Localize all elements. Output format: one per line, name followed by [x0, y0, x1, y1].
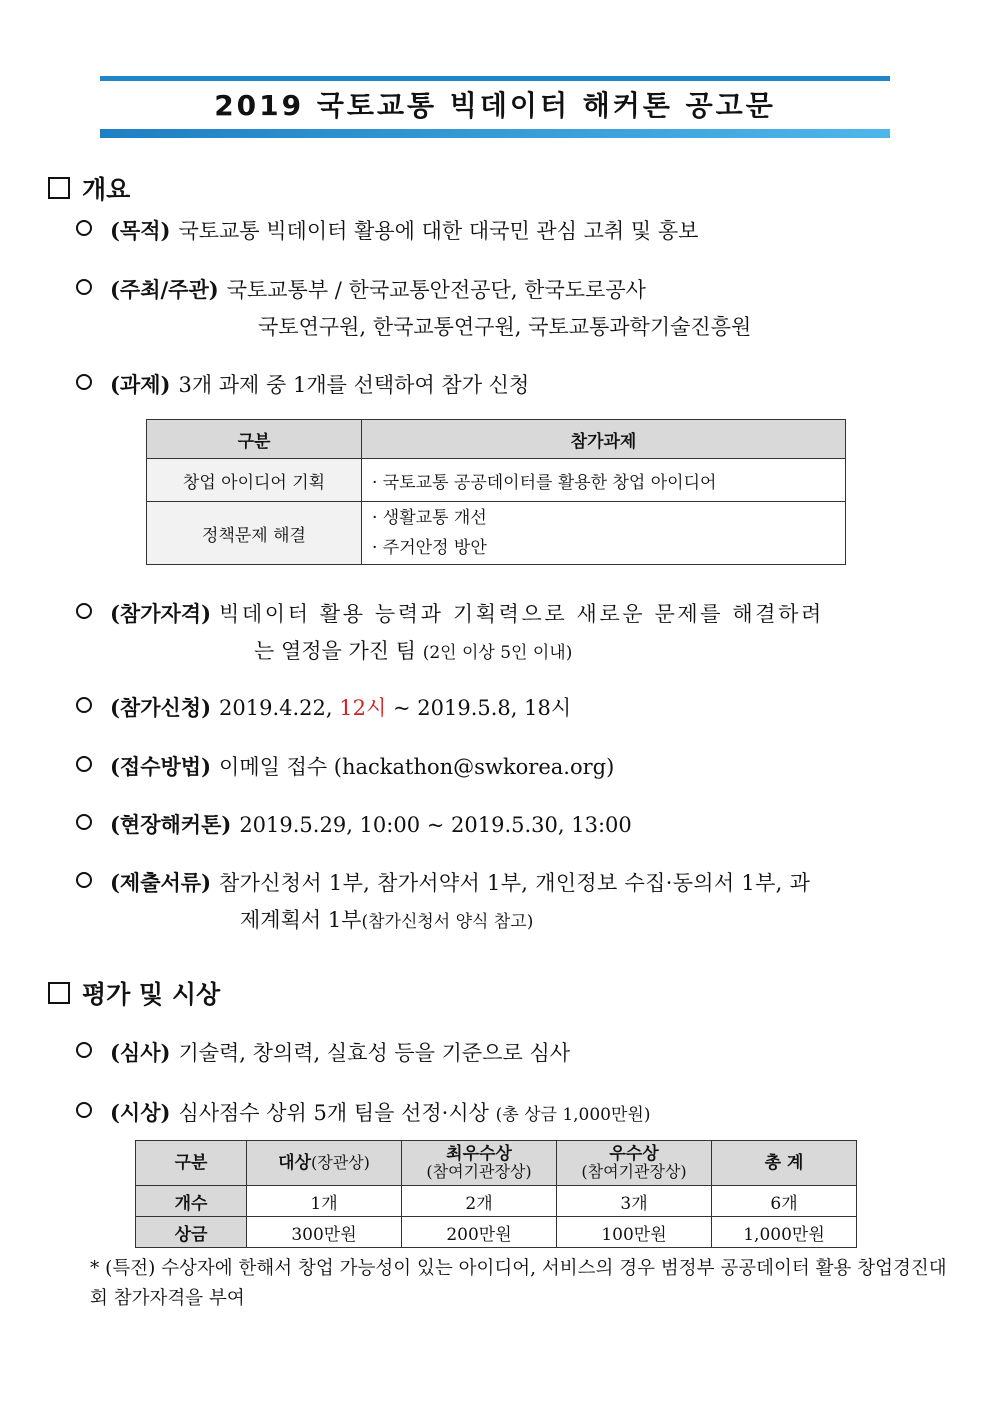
item-text: ~ 2019.5.8, 18시 [392, 696, 572, 720]
table-cell-item: · 국토교통 공공데이터를 활용한 창업 아이디어 [362, 459, 846, 502]
square-bullet-icon [48, 982, 70, 1004]
item-label: (시상) [110, 1100, 171, 1125]
item-label: (심사) [110, 1040, 171, 1065]
item-task [76, 366, 529, 404]
table-header-cell [402, 1141, 557, 1186]
table-header-cell: 구분 [147, 420, 362, 459]
item-label: (과제) [110, 372, 171, 397]
table-cell: 1개 [247, 1186, 402, 1217]
item-eligibility [76, 595, 824, 633]
item-text: 빅데이터 활용 능력과 기획력으로 새로운 문제를 해결하려 [219, 602, 824, 626]
circle-bullet-icon [76, 1102, 92, 1118]
task-item: · 주거안정 방안 [372, 538, 487, 558]
circle-bullet-icon [76, 872, 92, 888]
item-docs-line2 [240, 901, 533, 941]
circle-bullet-icon [76, 220, 92, 236]
award-sub: (참여기관장상) [426, 1162, 532, 1181]
page-title: 2019 국토교통 빅데이터 해커톤 공고문 [214, 89, 776, 122]
award-table [135, 1140, 857, 1248]
table-cell: 3개 [557, 1186, 712, 1217]
table-cell: 2개 [402, 1186, 557, 1217]
title-top-rule [100, 76, 890, 81]
item-text: 이메일 접수 (hackathon@swkorea.org) [219, 755, 615, 779]
circle-bullet-icon [76, 603, 92, 619]
title-bottom-rule [100, 129, 890, 138]
table-header-cell: 구분 [136, 1141, 247, 1186]
item-text: 는 열정을 가진 팀 [254, 639, 417, 663]
item-eligibility-line2 [254, 632, 572, 672]
item-text: 심사점수 상위 5개 팀을 선정·시상 [178, 1101, 489, 1125]
item-note: (총 상금 1,000만원) [495, 1105, 651, 1125]
item-label: (목적) [110, 218, 171, 243]
item-label: (제출서류) [110, 870, 212, 895]
item-text: 국토교통부 / 한국교통안전공단, 한국도로공사 [226, 278, 646, 302]
section-title: 개요 [82, 175, 131, 204]
table-cell-category: 창업 아이디어 기획 [147, 459, 362, 502]
item-text: 2019.4.22, [219, 696, 333, 720]
item-label: (주최/주관) [110, 277, 219, 302]
title-banner [100, 76, 890, 138]
table-cell-item [362, 502, 846, 565]
item-host [76, 271, 646, 309]
item-label: (참가신청) [110, 695, 212, 720]
table-cell: 1,000만원 [712, 1217, 857, 1248]
table-cell: 6개 [712, 1186, 857, 1217]
item-apply [76, 689, 571, 727]
item-label: (접수방법) [110, 754, 212, 779]
item-note: (2인 이상 5인 이내) [422, 643, 573, 663]
item-text: 제계획서 1부 [240, 908, 362, 932]
circle-bullet-icon [76, 814, 92, 830]
table-row [147, 459, 846, 502]
table-header-cell [557, 1141, 712, 1186]
circle-bullet-icon [76, 756, 92, 772]
item-note: (참가신청서 양식 참고) [361, 912, 534, 932]
table-header-cell: 총 계 [712, 1141, 857, 1186]
table-header-row [147, 420, 846, 459]
table-header-cell: 참가과제 [362, 420, 846, 459]
table-header-cell [247, 1141, 402, 1186]
section-heading-evaluation [48, 975, 220, 1011]
table-row-header: 상금 [136, 1217, 247, 1248]
table-header-row [136, 1141, 857, 1186]
award-sub: (장관상) [311, 1153, 370, 1172]
award-name: 최우수상 [446, 1144, 512, 1164]
item-text: 2019.5.29, 10:00 ~ 2019.5.30, 13:00 [239, 813, 632, 837]
highlight-time: 12시 [339, 696, 387, 720]
square-bullet-icon [48, 177, 70, 199]
task-item: · 생활교통 개선 [372, 508, 487, 528]
task-table [146, 419, 846, 565]
item-onsite [76, 806, 632, 844]
item-review [76, 1034, 570, 1072]
award-name: 대상 [278, 1153, 311, 1173]
item-purpose [76, 212, 698, 250]
item-text: 국토교통 빅데이터 활용에 대한 대국민 관심 고취 및 홍보 [178, 219, 699, 243]
table-row [136, 1186, 857, 1217]
section-heading-overview [48, 170, 130, 206]
item-text: 기술력, 창의력, 실효성 등을 기준으로 심사 [178, 1041, 571, 1065]
award-name: 우수상 [609, 1144, 659, 1164]
award-sub: (참여기관장상) [581, 1162, 687, 1181]
table-row [136, 1217, 857, 1248]
circle-bullet-icon [76, 279, 92, 295]
footnote: * (특전) 수상자에 한해서 창업 가능성이 있는 아이디어, 서비스의 경우 범정부 공공데이터 활용 창업경진대회 참가자격을 부여 [90, 1258, 947, 1309]
table-row [147, 502, 846, 565]
table-cell: 100만원 [557, 1217, 712, 1248]
item-text: 3개 과제 중 1개를 선택하여 참가 신청 [178, 373, 530, 397]
item-award [76, 1094, 650, 1134]
table-row-header: 개수 [136, 1186, 247, 1217]
table-cell-category: 정책문제 해결 [147, 502, 362, 565]
item-method [76, 748, 614, 786]
circle-bullet-icon [76, 1042, 92, 1058]
item-text: 참가신청서 1부, 참가서약서 1부, 개인정보 수집·동의서 1부, 과 [219, 871, 811, 895]
item-label: (현장해커톤) [110, 812, 232, 837]
item-docs [76, 864, 810, 902]
section-title: 평가 및 시상 [82, 980, 221, 1009]
table-cell: 200만원 [402, 1217, 557, 1248]
circle-bullet-icon [76, 374, 92, 390]
item-label: (참가자격) [110, 601, 212, 626]
circle-bullet-icon [76, 697, 92, 713]
table-cell: 300만원 [247, 1217, 402, 1248]
item-host-line2: 국토연구원, 한국교통연구원, 국토교통과학기술진흥원 [258, 315, 752, 339]
